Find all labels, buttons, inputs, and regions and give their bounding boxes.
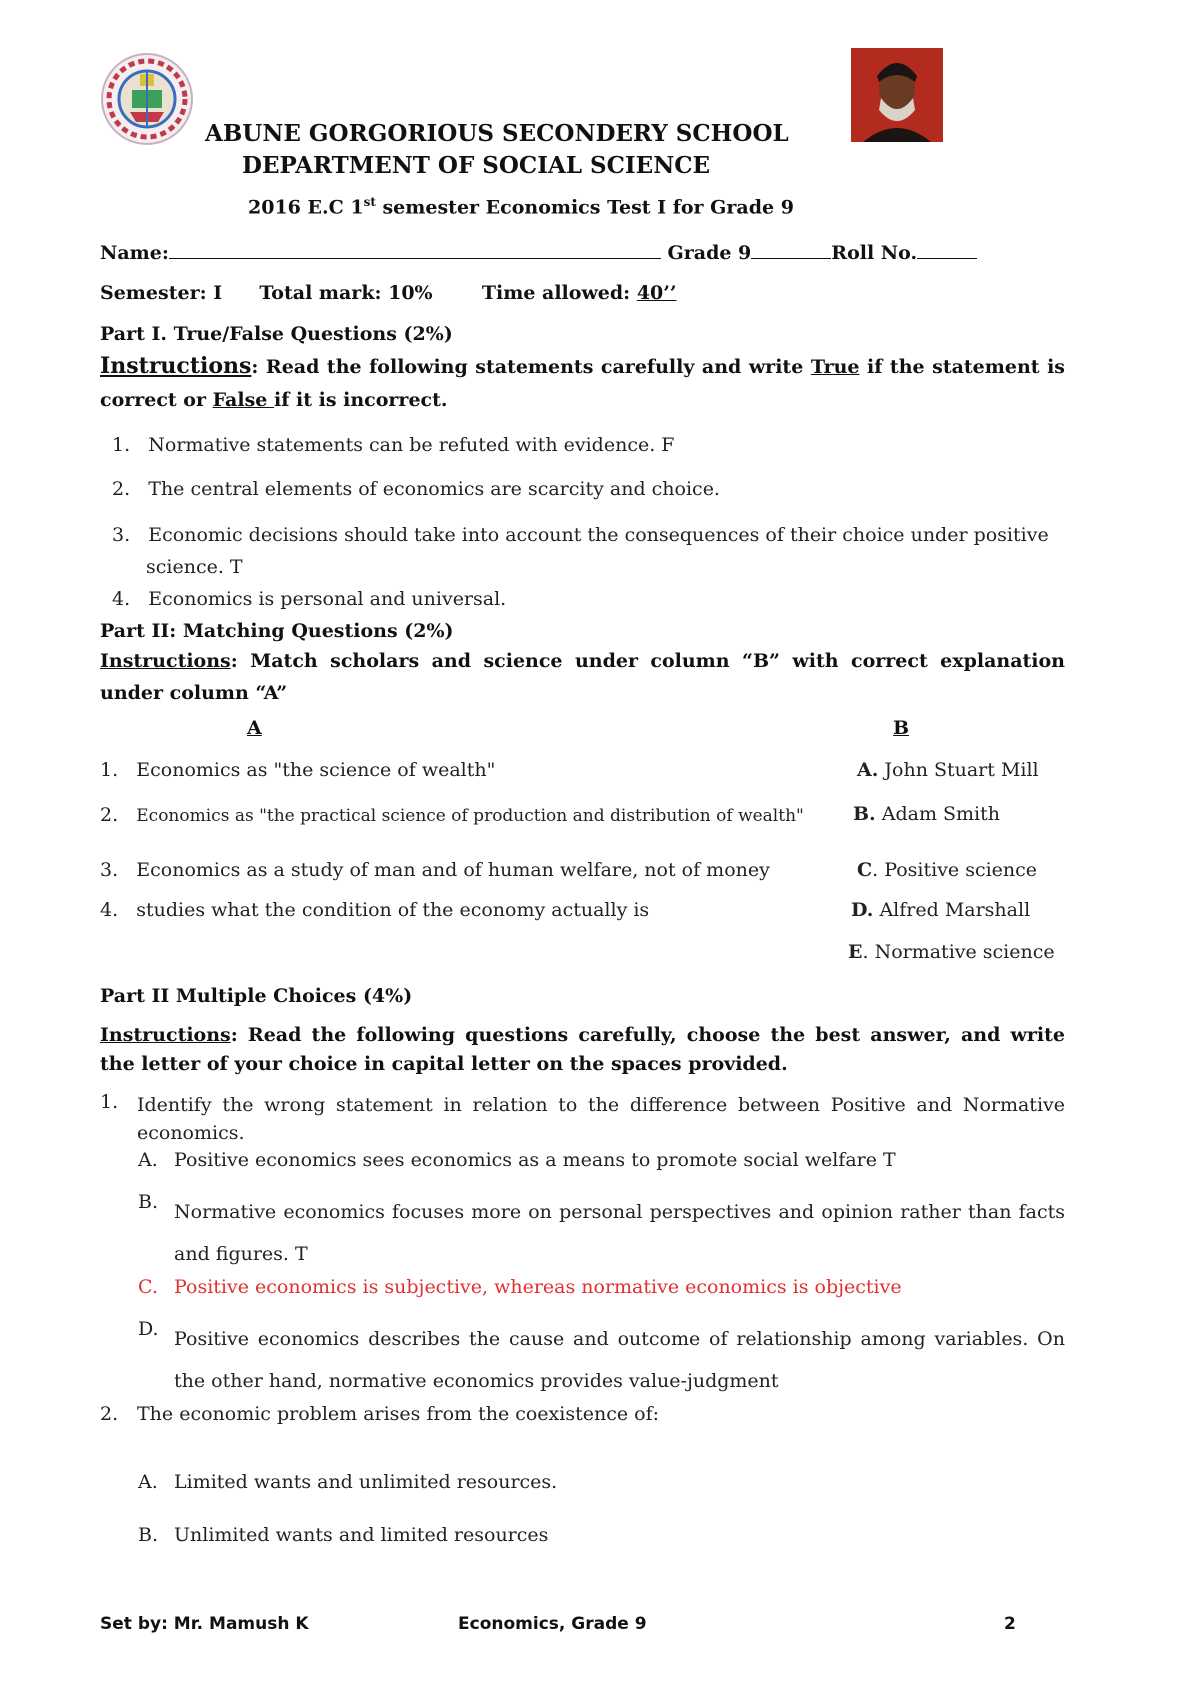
- mc-option-letter: A.: [138, 1471, 158, 1493]
- match-item: 1. Economics as "the science of wealth": [100, 759, 496, 781]
- match-option: E. Normative science: [848, 941, 1055, 963]
- match-item: 2. Economics as "the practical science of production and distribution of wealth": [100, 804, 804, 826]
- footer-subject: Economics, Grade 9: [458, 1614, 647, 1634]
- mc-question: The economic problem arises from the coexistence of:: [137, 1403, 660, 1425]
- column-a-header: A: [247, 717, 262, 739]
- mc-option-correct: Positive economics is subjective, whereas normative economics is objective: [174, 1276, 902, 1298]
- mc-option: Positive economics describes the cause and outcome of relationship among variables. On the other hand, normative economics provides value-judgment: [174, 1328, 1065, 1392]
- match-item: 3. Economics as a study of man and of human welfare, not of money: [100, 859, 770, 881]
- mc-option-letter: C.: [138, 1276, 158, 1298]
- column-b-header: B: [893, 717, 910, 739]
- total-mark-text: Total mark: 10%: [259, 282, 433, 304]
- student-info-row: [100, 240, 977, 264]
- match-option: A. John Stuart Mill: [857, 759, 1039, 781]
- tf-item: 3. Economic decisions should take into account the consequences of their choice under positive: [112, 524, 1049, 546]
- school-name: ABUNE GORGORIOUS SECONDERY SCHOOL: [205, 120, 789, 147]
- mc-option: Limited wants and unlimited resources.: [174, 1471, 558, 1493]
- grade-label: Grade 9: [667, 242, 752, 264]
- mc-option: Positive economics sees economics as a means to promote social welfare T: [174, 1149, 896, 1171]
- name-blank[interactable]: [169, 240, 661, 259]
- match-option: D. Alfred Marshall: [851, 899, 1031, 921]
- roll-label: Roll No.: [831, 242, 918, 264]
- mc-option: Unlimited wants and limited resources: [174, 1524, 549, 1546]
- grade-blank[interactable]: [751, 240, 831, 259]
- semester-text: Semester: I: [100, 282, 223, 304]
- part1-heading: Part I. True/False Questions (2%): [100, 323, 453, 345]
- mc-option-letter: B.: [138, 1191, 159, 1213]
- test-title: 2016 E.C 1st semester Economics Test I for Grade 9: [248, 195, 794, 219]
- mc-option-letter: D.: [138, 1318, 159, 1340]
- mc-option: Normative economics focuses more on personal perspectives and opinion rather than facts and figures. T: [174, 1201, 1065, 1265]
- part1-instructions: Instructions: Read the following statements carefully and write True if the statement is correct or False if it is incorrect.: [100, 353, 1065, 411]
- mc-option-letter: A.: [138, 1149, 158, 1171]
- mc-question: Identify the wrong statement in relation to the difference between Positive and Normative economics.: [137, 1094, 1065, 1144]
- page-number: 2: [1004, 1614, 1016, 1634]
- tf-item: 2. The central elements of economics are scarcity and choice.: [112, 478, 720, 500]
- time-label: Time allowed:: [481, 282, 637, 304]
- part2-heading: Part II: Matching Questions (2%): [100, 620, 454, 642]
- exam-info-row: [100, 282, 676, 304]
- tf-item-continued: science. T: [146, 556, 243, 578]
- part2-instructions: Instructions: Match scholars and science under column “B” with correct explanation under column “A”: [100, 650, 1065, 704]
- school-logo: [100, 52, 194, 146]
- footer-author: Set by: Mr. Mamush K: [100, 1614, 309, 1634]
- tf-item: 1. Normative statements can be refuted with evidence. F: [112, 434, 675, 456]
- time-value: 40’’: [636, 282, 677, 304]
- part3-heading: Part II Multiple Choices (4%): [100, 985, 413, 1007]
- name-label: Name:: [100, 242, 169, 264]
- match-option: C. Positive science: [857, 859, 1038, 881]
- roll-blank[interactable]: [917, 240, 977, 259]
- mc-option-letter: B.: [138, 1524, 159, 1546]
- match-option: B. Adam Smith: [853, 803, 1000, 825]
- tf-item: 4. Economics is personal and universal.: [112, 588, 507, 610]
- department-name: DEPARTMENT OF SOCIAL SCIENCE: [242, 152, 711, 179]
- mc-question-number: 1.: [100, 1091, 119, 1113]
- patron-photo: [851, 48, 943, 142]
- mc-question-number: 2.: [100, 1403, 119, 1425]
- match-item: 4. studies what the condition of the economy actually is: [100, 899, 650, 921]
- part3-instructions: Instructions: Read the following questions carefully, choose the best answer, and write the letter of your choice in capital letter on the spaces provided.: [100, 1024, 1065, 1075]
